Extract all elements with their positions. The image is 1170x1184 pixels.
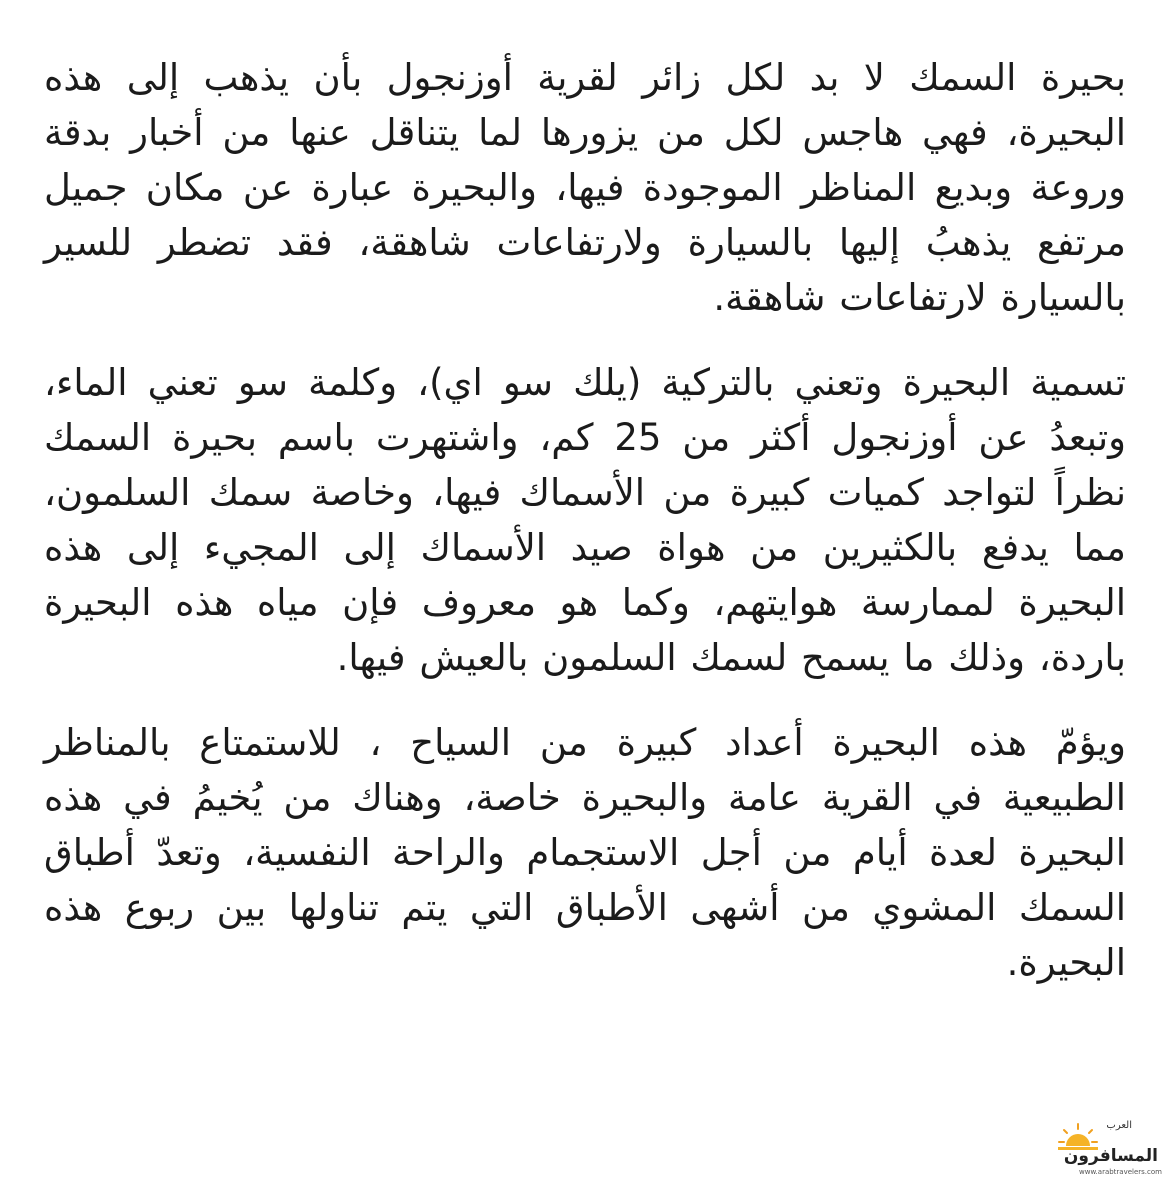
- watermark-brand: المسافرون: [1063, 1146, 1158, 1166]
- paragraph-2: تسمية البحيرة وتعني بالتركية (يلك سو اي)، وكلمة سو تعني الماء، وتبعدُ عن أوزنجول أكثر من 25 كم، واشتهرت باسم بحيرة السمك نظراً لتواجد كميات كبيرة من الأسماك فيها، وخاصة سمك السلمون، مما يدفع بالكثيرين من هواة صيد الأسماك إلى المجيء إلى هذه البحيرة لممارسة هوايتهم، وكما هو معروف فإن مياه هذه البحيرة باردة، وذلك ما يسمح لسمك السلمون بالعيش فيها.: [44, 361, 1126, 679]
- paragraph-3: ويؤمّ هذه البحيرة أعداد كبيرة من السياح ، للاستمتاع بالمناظر الطبيعية في القرية عامة والبحيرة خاصة، وهناك من يُخيمُ في هذه البحيرة لعدة أيام من أجل الاستجمام والراحة النفسية، وتعدّ أطباق السمك المشوي من أشهى الأطباق التي يتم تناولها بين ربوع هذه البحيرة.: [44, 721, 1126, 984]
- watermark-url: www.arabtravelers.com: [1079, 1168, 1162, 1176]
- article-body: [44, 50, 1126, 1020]
- paragraph-1: بحيرة السمك لا بد لكل زائر لقرية أوزنجول بأن يذهب إلى هذه البحيرة، فهي هاجس لكل من يزورها لما يتناقل عنها من أخبار بدقة وروعة وبديع المناظر الموجودة فيها، والبحيرة عبارة عن مكان جميل مرتفع يذهبُ إليها بالسيارة ولارتفاعات شاهقة، فقد تضطر للسير بالسيارة لارتفاعات شاهقة.: [44, 56, 1126, 319]
- watermark-small-label: العرب: [1106, 1120, 1132, 1131]
- site-watermark: [1054, 1118, 1162, 1176]
